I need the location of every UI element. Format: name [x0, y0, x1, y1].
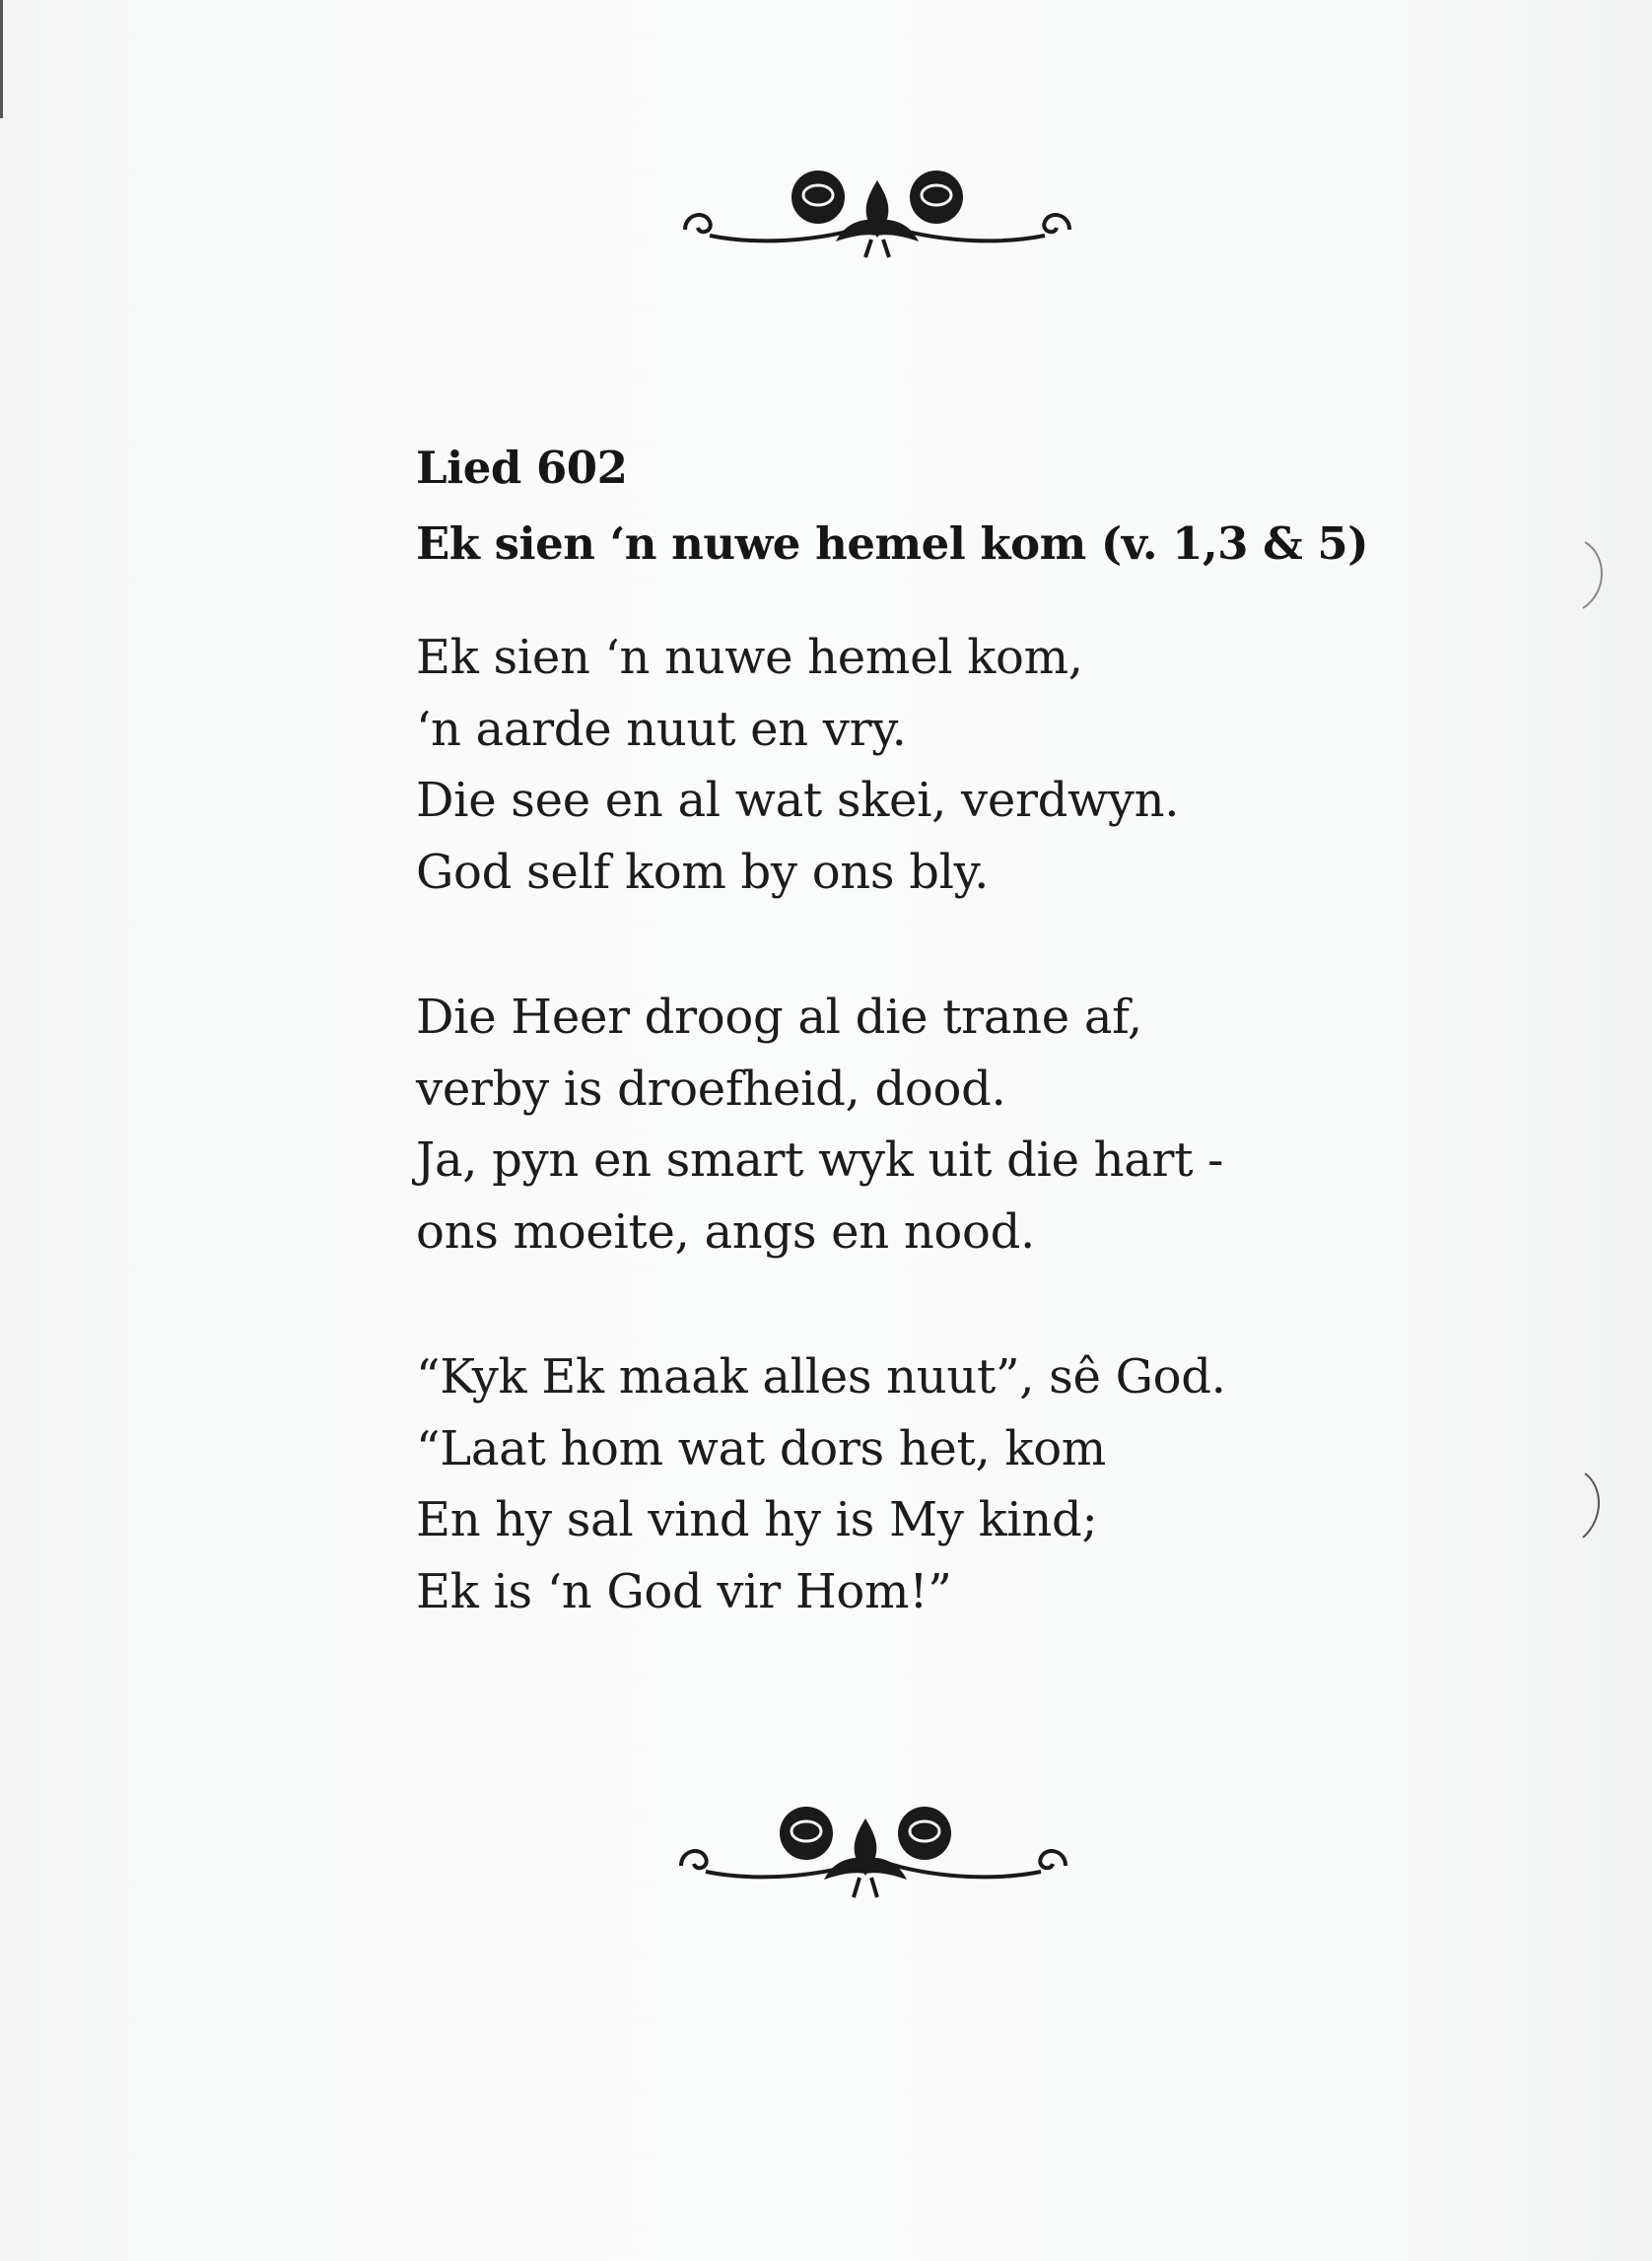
verse-line: En hy sal vind hy is My kind;: [416, 1492, 1098, 1547]
verse-line: Ek is ‘n God vir Hom!”: [416, 1563, 952, 1619]
verse-line: “Laat hom wat dors het, kom: [416, 1420, 1107, 1476]
verse-line: Die see en al wat skei, verdwyn.: [416, 773, 1180, 828]
punch-hole-shadow: [1577, 537, 1617, 616]
verse-line: God self kom by ons bly.: [416, 844, 990, 900]
hymn-title: Ek sien ‘n nuwe hemel kom (v. 1,3 & 5): [416, 517, 1369, 570]
verse-line: Die Heer droog al die trane af,: [416, 990, 1142, 1045]
verse-line: “Kyk Ek maak alles nuut”, sê God.: [416, 1349, 1226, 1405]
verse-line: Ek sien ‘n nuwe hemel kom,: [416, 630, 1083, 685]
verse-line: Ja, pyn en smart wyk uit die hart -: [416, 1132, 1224, 1188]
verse-line: verby is droefheid, dood.: [416, 1061, 1006, 1117]
verse-3: [416, 1341, 1226, 1627]
verse-1: [416, 622, 1179, 908]
hymn-number: Lied 602: [416, 442, 628, 494]
verse-line: ‘n aarde nuut en vry.: [416, 701, 907, 757]
rose-flourish-ornament-bottom: [666, 1799, 1080, 1917]
verse-line: ons moeite, angs en nood.: [416, 1203, 1036, 1260]
scan-edge-shadow: [0, 0, 3, 118]
verse-2: [416, 982, 1223, 1268]
punch-hole-shadow: [1575, 1469, 1615, 1547]
rose-flourish-ornament-top: [670, 163, 1084, 281]
